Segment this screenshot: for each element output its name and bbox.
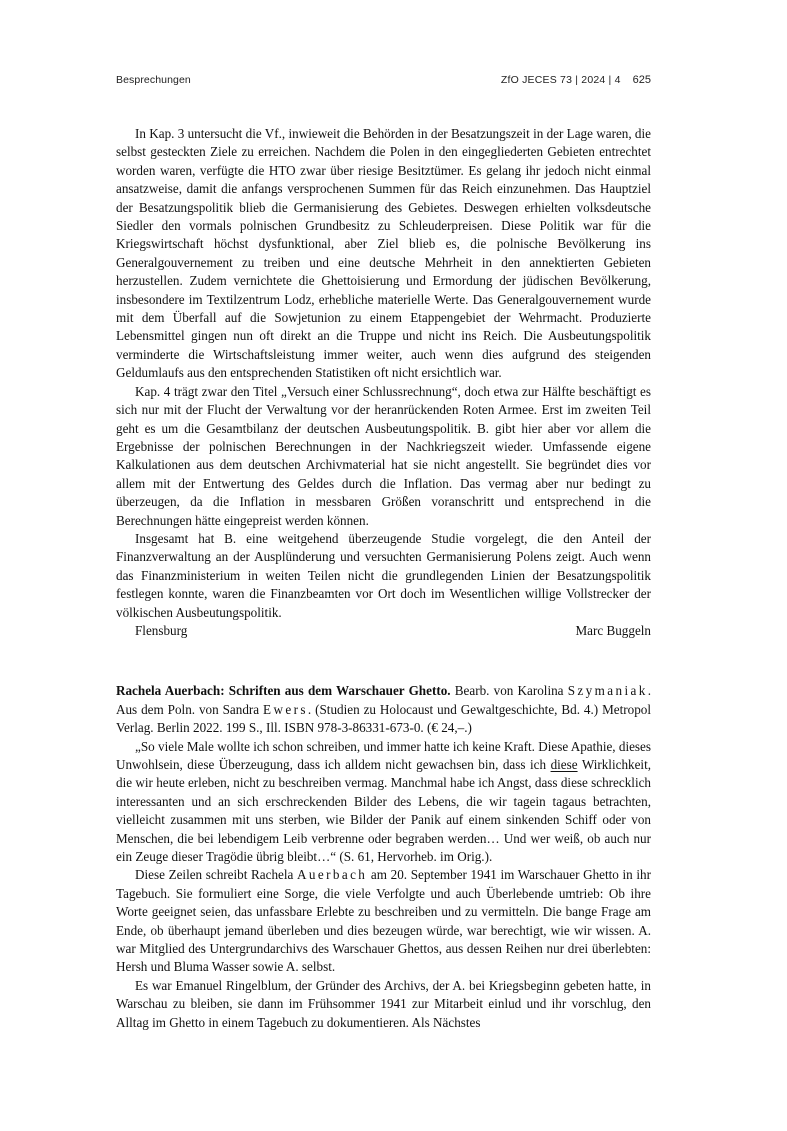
- review2-citation-rest: . (Studien zu Holocaust und Gewaltgeschichte, Bd. 4.) Metropol Verlag. Berlin 2022. 199 S., Ill. ISBN 978-3-86331-673-0. (€ 24,–.): [116, 701, 651, 736]
- review2-translation-prefix: . Aus dem Poln. von Sandra: [116, 683, 651, 717]
- page-number: 625: [632, 74, 651, 86]
- review-separator: [116, 640, 651, 682]
- review1-reviewer: Marc Buggeln: [575, 622, 651, 638]
- review1-place: Flensburg: [135, 622, 188, 638]
- review2-paragraph-2: [116, 866, 651, 976]
- review1-paragraph-3: Insgesamt hat B. eine weitgehend überzeugende Studie vorgelegt, die den Anteil der Finanzverwaltung an der Ausplünderung und versuchten Germanisierung Polens zeigt. Auch wenn das Finanzministerium in weiten Teilen nicht die grundlegenden Linien der Besatzungspolitik festlegen konnte, waren die Finanzbeamten vor Ort doch im Wesentlichen willige Vollstrecker der völkischen Ausbeutungspolitik.: [116, 530, 651, 620]
- review2-p2-after: am 20. September 1941 im Warschauer Ghetto in ihr Tagebuch. Sie formuliert eine Sorge, die viele Verfolgte und auch Überlebende umtrieb: Ob ihre Worte geeignet seien, das unfassbare Erlebte zu beschreiben und zu vermitteln. Die bange Frage am Ende, ob überhaupt jemand überleben und dies bezeugen würde, war berechtigt, wie wir wissen. A. war Mitglied des Untergrundarchivs des Warschauer Ghettos, aus dessen Reihen nur drei überlebten: Hersh und Bluma Wasser sowie A. selbst.: [116, 867, 651, 975]
- running-header: [116, 74, 651, 92]
- section-title: Besprechungen: [116, 74, 191, 86]
- review2-bearb-prefix: Bearb. von Karolina: [454, 683, 564, 699]
- review2-paragraph-3: Es war Emanuel Ringelblum, der Gründer des Archivs, der A. bei Kriegsbeginn gebeten hatte, in Warschau zu bleiben, sie dann im Frühsommer 1941 zur Mitarbeit einlud und ihr vorschlug, den Alltag im Ghetto in einem Tagebuch zu dokumentieren. Als Nächstes: [116, 977, 651, 1030]
- journal-issue: ZfO JECES 73 | 2024 | 4: [500, 74, 621, 86]
- review2-translator: Ewers: [263, 701, 308, 717]
- review2-quote: [116, 738, 651, 867]
- review2-p2-before: Diese Zeilen schreibt Rachela: [135, 867, 294, 883]
- review2-quote-emphasis: diese: [550, 757, 578, 772]
- review1-paragraph-2: Kap. 4 trägt zwar den Titel „Versuch einer Schlussrechnung“, doch etwa zur Hälfte beschäftigt es sich nur mit der Flucht der Verwaltung vor der heranrückenden Roten Armee. Erst im zweiten Teil geht es um die Gesamtbilanz der deutschen Ausbeutungspolitik. B. gibt hier aber vor allem die Ergebnisse der polnischen Berechnungen in der Nachkriegszeit wieder. Umfassende eigene Kalkulationen aus dem deutschen Archivmaterial hat sie nicht angestellt. Sie begründet dies vor allem mit der Entwertung des Geldes durch die Inflation. Das vermag aber nur bedingt zu überzeugen, da die Inflation in messbaren Größen voranschritt und entsprechend in die Berechnungen hätte eingepreist werden können.: [116, 383, 651, 528]
- review1-signature: [116, 622, 651, 640]
- main-text: [116, 125, 651, 1032]
- review2-quote-before: „So viele Male wollte ich schon schreiben, und immer hatte ich keine Kraft. Diese Apathie, dieses Unwohlsein, diese Überzeugung, dass ich alldem nicht gewachsen bin, dass ich: [116, 738, 651, 772]
- journal-info: [501, 74, 651, 86]
- review2-book-title: Rachela Auerbach: Schriften aus dem Warschauer Ghetto.: [116, 683, 451, 699]
- review2-author-name: Auerbach: [297, 867, 368, 883]
- review2-citation: [116, 682, 651, 737]
- review1-paragraph-1: In Kap. 3 untersucht die Vf., inwieweit die Behörden in der Besatzungszeit in der Lage waren, die selbst gesteckten Ziele zu erreichen. Nachdem die Polen in den eingegliederten Gebieten entrechtet worden waren, verfügte die HTO zwar über riesige Besitztümer. Es gelang ihr jedoch nicht einmal ansatzweise, damit die anfangs versprochenen Summen für das Reich einzunehmen. Das Hauptziel der Besatzungspolitik blieb die Germanisierung des Gebietes. Deswegen erhielten volksdeutsche Siedler den vormals polnischen Grundbesitz zu Schleuderpreisen. Diese Politik war für die Kriegswirtschaft höchst dysfunktional, aber Ziel blieb es, die polnische Bevölkerung ins Generalgouvernement zu treiben und eine deutsche Mehrheit in den annektierten Gebieten herzustellen. Zudem vernichtete die Ghettoisierung und Ermordung der jüdischen Bevölkerung, insbesondere im Textilzentrum Lodz, erhebliche materielle Werte. Das Generalgouvernement wurde mit dem Überfall auf die Sowjetunion zu einem Etappengebiet der Wehrmacht. Produzierte Lebensmittel gingen nun oft direkt an die Truppe und nicht ins Reich. Die Ausbeutungspolitik verminderte die Wirtschaftsleistung immer weiter, auch wenn dies aufgrund des steigenden Geldumlaufs aus den entsprechenden Statistiken oft nicht ersichtlich war.: [116, 126, 651, 381]
- review2-quote-after: Wirklichkeit, die wir heute erleben, nicht zu beschreiben vermag. Manchmal habe ich Angst, dass diese schrecklich interessanten und an sich erschreckenden Bilder des Lebens, die wir tagein tagaus betrachten, vielleicht zusammen mit uns sterben, wie Bilder der Panik auf einem sinkenden Schiff oder von Menschen, die bei lebendigem Leib verbrenne oder begraben werden… Und wer weiß, ob auch nur ein Zeuge dieser Tragödie übrig bleibt…“ (S. 61, Hervorheb. im Orig.).: [116, 757, 651, 865]
- review2-editor: Szymaniak: [567, 683, 648, 699]
